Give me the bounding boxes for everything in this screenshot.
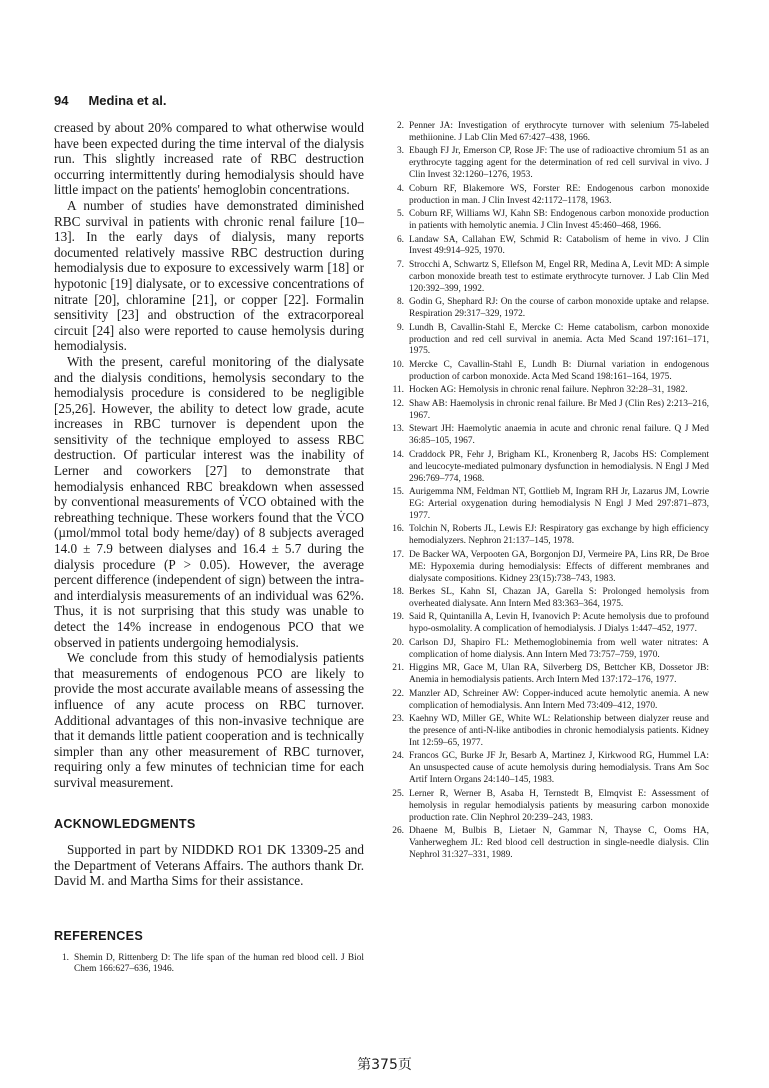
reference-item [389,260,709,296]
body-paragraph: A number of studies have demonstrated diminished RBC survival in patients with chronic renal failure [10–13]. In the early days of dialysis, many reports documented relatively massive RBC destruction during hemodialysis due to exposure to excessively warm [18] or hypotonic [19] dialysate, or to excessive concentrations of nitrate [20], chloramine [21], or copper [22]. Formalin sensitivity [23] and obstruction of the extracorporeal circuit [24] also were reported to cause hemolysis during hemodialysis. [54,197,364,354]
reference-item [389,146,709,182]
reference-item [389,450,709,486]
reference-text: Ebaugh FJ Jr, Emerson CP, Rose JF: The use of radioactive chromium 51 as an erythrocyte tagging agent for the determination of red cell survival in vivo. J Clin Invest 32:1260–1276, 1953. [409,146,709,181]
page-footer: 第375页 [357,1057,412,1073]
reference-text: Aurigemma NM, Feldman NT, Gottlieb M, Ingram RH Jr, Lazarus JM, Lowrie EG: Arterial oxygenation during hemodialysis N Engl J Med 297:871–873, 1977. [409,487,709,521]
body-paragraph: creased by about 20% compared to what otherwise would have been expected during the time interval of the dialysis run. This slightly increased rate of RBC destruction occurring intermittently during hemodialysis should have little impact on the patients' hemoglobin concentrations. [54,120,364,198]
reference-item [389,524,709,548]
reference-item [389,209,709,233]
reference-number: 15. [392,487,404,497]
reference-item [389,385,709,397]
reference-text: Shemin D, Rittenberg D: The life span of the human red blood cell. J Biol Chem 166:627–636, 1946. [74,952,364,975]
reference-item [389,424,709,448]
reference-number: 16. [392,524,404,535]
reference-item [389,751,709,787]
reference-number: 26. [392,826,404,836]
reference-text: Carlson DJ, Shapiro FL: Methemoglobinemia from well water nitrates: A complication of home dialysis. Ann Intern Med 73:757–759, 1970. [409,637,709,660]
reference-text: Dhaene M, Bulbis B, Lietaer N, Gammar N, Thayse C, Ooms HA, Vanherweghem JL: Red blood cell destruction in single-needle dialysis. Clin Nephrol 31:327–331, 1989. [409,826,709,860]
reference-number: 6. [396,234,404,245]
reference-item [389,360,709,384]
reference-text: Strocchi A, Schwartz S, Ellefson M, Engel RR, Medina A, Levit MD: A simple carbon monoxide breath test to estimate erythrocyte turnover. J Lab Clin Med 120:392–399, 1992. [409,259,709,294]
reference-item [389,487,709,523]
reference-text: Manzler AD, Schreiner AW: Copper-induced acute hemolytic anemia. A new complication of hemodialysis. Ann Intern Med 73:409–412, 1970. [409,688,709,711]
reference-text: Francos GC, Burke JF Jr, Besarb A, Martinez J, Kirkwood RG, Hummel LA: An unsuspected cause of acute hemolysis during hemodialysis. Trans Am Soc Artif Intern Organs 24:140–145, 1983. [409,751,709,786]
reference-number: 19. [392,612,404,623]
reference-text: Berkes SL, Kahn SI, Chazan JA, Garella S: Prolonged hemolysis from overheated dialysate. Ann Intern Med 83:363–364, 1975. [409,587,709,609]
left-column [54,120,364,978]
reference-number: 2. [396,121,404,131]
acknowledgments-heading: ACKNOWLEDGMENTS [54,816,196,831]
reference-item [54,953,364,977]
reference-item [389,826,709,862]
reference-number: 10. [392,359,404,370]
reference-number: 22. [392,688,404,699]
reference-text: Kaehny WD, Miller GE, White WL: Relationship between dialyzer reuse and the presence of anti-N-like antibodies in chronic hemodialysis patients. Kidney Int 12:59–65, 1977. [409,714,709,748]
reference-item [389,121,709,145]
reference-text: Landaw SA, Callahan EW, Schmid R: Catabolism of heme in vivo. J Clin Invest 49:914–925, 1970. [409,234,709,257]
reference-item [389,638,709,662]
reference-text: Tolchin N, Roberts JL, Lewis EJ: Respiratory gas exchange by high efficiency hemodialyzers. Nephron 21:137–145, 1978. [409,524,709,547]
reference-text: Coburn RF, Blakemore WS, Forster RE: Endogenous carbon monoxide production in man. J Clin Invest 42:1172–1178, 1963. [409,183,709,206]
reference-number: 11. [392,385,404,396]
reference-item [389,689,709,713]
reference-text: Shaw AB: Haemolysis in chronic renal failure. Br Med J (Clin Res) 2:213–216, 1967. [409,398,709,421]
reference-number: 5. [396,209,404,220]
running-header [54,93,167,108]
body-paragraph: With the present, careful monitoring of the dialysate and the dialysis conditions, hemolysis secondary to the hemodialysis procedure is considered to be negligible [25,26]. However, the ability to detect low grade, acute increases in RBC turnover is dependent upon the sensitivity of the technique employed to assess RBC destruction. Of particular interest was the inability of Lerner and coworkers [27] to demonstrate that hemodialysis enhanced RBC breakdown when assessed by conventional measurements of V̇CO obtained with the rebreathing technique. These workers found that the V̇CO (µmol/mmol total body heme/day) of 8 subjects averaged 14.0 ± 7.9 between dialyses and 16.4 ± 5.7 during the dialysis procedure (P > 0.05). However, the average percent difference (independent of sign) between the intra- and interdialysis measurements of an individual was 62%. Thus, it is not surprising that this study was unable to detect the 14% increase in endogenous PCO that we observed in patients undergoing hemodialysis. [54,353,364,650]
reference-number: 13. [392,424,404,435]
reference-text: Craddock PR, Fehr J, Brigham KL, Kronenberg R, Jacobs HS: Complement and leucocyte-mediated pulmonary dysfunction in hemodialysis. N Engl J Med 296:769–774, 1968. [409,449,709,484]
acknowledgments-text: Supported in part by NIDDKD RO1 DK 13309-25 and the Department of Veterans Affairs. The authors thank Dr. David M. and Martha Sims for their assistance. [54,842,364,889]
reference-text: Hocken AG: Hemolysis in chronic renal failure. Nephron 32:28–31, 1982. [409,385,688,396]
reference-item [389,789,709,825]
reference-text: Lundh B, Cavallin-Stahl E, Mercke C: Heme catabolism, carbon monoxide production and red cell survival in anemia. Acta Med Scand 197:161–171, 1975. [409,322,709,357]
reference-number: 4. [396,183,404,194]
reference-text: Penner JA: Investigation of erythrocyte turnover with selenium 75-labeled methiionine. J Lab Clin Med 67:427–438, 1966. [409,121,709,143]
reference-number: 3. [396,146,404,157]
reference-item [389,550,709,586]
reference-item [389,399,709,423]
reference-number: 21. [392,663,404,674]
page-number: 94 [54,93,69,108]
reference-number: 24. [392,751,404,762]
reference-text: Higgins MR, Gace M, Ulan RA, Silverberg DS, Bettcher KB, Dossetor JB: Anemia in hemodialysis patients. Arch Intern Med 137:172–176, 1977. [409,663,709,686]
reference-number: 9. [396,322,404,333]
reference-text: Coburn RF, Williams WJ, Kahn SB: Endogenous carbon monoxide production in patients with hemolytic anemia. J Clin Invest 45:460–468, 1966. [409,209,709,232]
reference-item [389,297,709,321]
reference-number: 14. [392,449,404,460]
reference-text: De Backer WA, Verpooten GA, Borgonjon DJ, Vermeire PA, Lins RR, De Broe ME: Hypoxemia during hemodialysis: Effects of different membranes and dialysate compositions. Kidney 23(15):738–743, 1983. [409,549,709,584]
reference-text: Mercke C, Cavallin-Stahl E, Lundh B: Diurnal variation in endogenous production of carbon monoxide. Acta Med Scand 198:161–164, 1975. [409,359,709,382]
reference-number: 12. [392,398,404,409]
reference-text: Stewart JH: Haemolytic anaemia in acute and chronic renal failure. Q J Med 36:85–105, 1967. [409,424,709,447]
reference-number: 18. [392,587,404,598]
reference-item [389,587,709,611]
reference-item [389,235,709,259]
references-heading: REFERENCES [54,928,144,943]
reference-number: 1. [61,952,69,963]
running-title: Medina et al. [88,93,167,108]
reference-text: Godin G, Shephard RJ: On the course of carbon monoxide uptake and relapse. Respiration 29:317–329, 1972. [409,297,709,320]
reference-item [389,663,709,687]
reference-item [389,184,709,208]
reference-number: 7. [396,259,404,270]
reference-number: 17. [392,549,404,560]
reference-number: 25. [392,788,404,799]
reference-number: 20. [392,637,404,648]
body-paragraph: We conclude from this study of hemodialysis patients that measurements of endogenous PCO are likely to provide the most accurate available means of assessing the influence of any acute process on RBC turnover. Additional advantages of this non-invasive technique are that it demands little patient cooperation and is technically simpler than any other measurement of RBC turnover, requiring only a few minutes of technician time for each survival measurement. [54,650,364,790]
reference-number: 8. [396,297,404,308]
reference-item [389,714,709,750]
reference-item [389,612,709,636]
reference-text: Lerner R, Werner B, Asaba H, Ternstedt B, Elmqvist E: Assessment of hemolysis in regular hemodialysis patients by measuring carbon monoxide production rate. Clin Nephrol 20:239–243, 1983. [409,788,709,823]
references-list [389,121,709,863]
reference-number: 23. [392,714,404,725]
reference-text: Said R, Quintanilla A, Levin H, Ivanovich P: Acute hemolysis due to profound hypo-osmolality. A complication of hemodialysis. J Dialys 1:447–452, 1977. [409,612,709,635]
reference-item [389,323,709,359]
